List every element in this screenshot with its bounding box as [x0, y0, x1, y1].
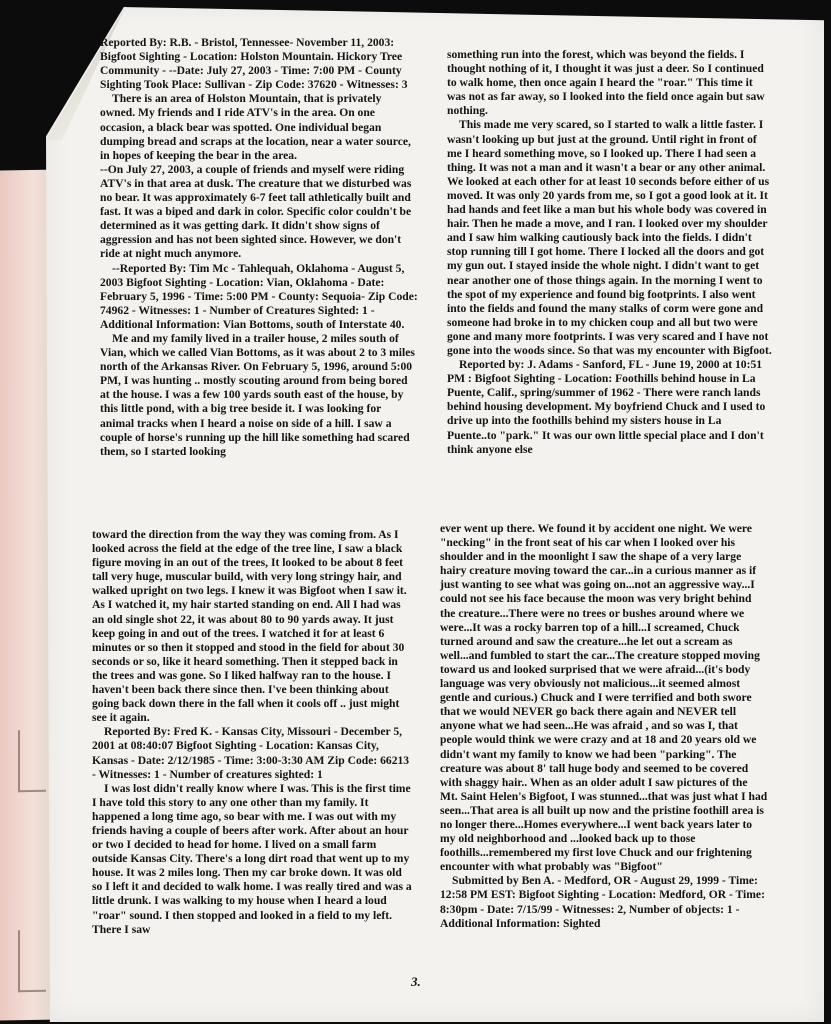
- column-right-top: [447, 48, 772, 457]
- margin-drawing: [18, 730, 46, 792]
- report-header-ben: Submitted by Ben A. - Medford, OR - August 29, 1999 - Time: 12:58 PM EST: Bigfoot Sighting - Location: Medford, OR - Time: 8:30pm - Date: 7/15/99 - Witnesses: 2, Number of objects: 1 - Additional Information: Sighted: [440, 874, 765, 930]
- margin-drawing: [18, 930, 46, 992]
- paragraph: There is an area of Holston Mountain, that is privately owned. My friends and I ride ATV's in the area. On one occasion, a black bear was spotted. One individual began dumping bread and scraps at the location, near a water source, in hopes of keeping the bear in the area.: [100, 92, 411, 162]
- column-left-top: [100, 36, 418, 459]
- report-header-tim: --Reported By: Tim Mc - Tahlequah, Oklahoma - August 5, 2003 Bigfoot Sighting - Location: Vian, Oklahoma - Date: February 5, 1996 - Time: 5:00 PM - County: Sequoia- Zip Code: 74962 - Witnesses: 1 - Number of Creatures Sighted: 1 - Additional Information: Vian Bottoms, south of Interstate 40.: [100, 261, 418, 331]
- paragraph: --On July 27, 2003, a couple of friends and myself were riding ATV's in that area at dusk. The creature that we disturbed was no bear. It was approximately 6-7 feet tall athletically built and fast. It was a biped and dark in color. Specific color couldn't be determined as it was getting dark. It didn't show signs of aggression and has not been sighted since. However, we don't ride at night much anymore.: [100, 162, 412, 261]
- paragraph: I was lost didn't really know where I was. This is the first time I have told this story to any one other than my family. It happened a long time ago, so bear with me. I was out with my friends having a couple of beers after work. After about an hour or two I decided to head for home. I lived on a small farm outside Kansas City. There's a long dirt road that went up to my house. It was 2 miles long. Then my car broke down. It was old so I left it and decided to walk home. I was really tired and was a little drunk. I was walking to my house when I heard a loud "roar" sound. I then stopped and looked in a field to my left. There I saw: [92, 781, 412, 936]
- paragraph: toward the direction from the way they was coming from. As I looked across the field at the edge of the tree line, I saw a black figure moving in an out of the trees, It looked to be about 8 feet tall very huge, muscular build, with very long stringy hair, and walked upright on two legs. I knew it was Bigfoot when I saw it. As I watched it, my hair started standing on end. All I had was an old single shot 22, it was about 80 to 90 yards away. It just keep going in and out of the trees. I watched it for at least 6 minutes or so then it stopped and stood in the field for about 30 seconds or so, like it heard something. Then it stepped back in the trees and was gone. So I liked halfway ran to the house. I haven't been back there since then. I've been thinking about going back down there in the fall when it cools off .. just might see it again.: [92, 528, 407, 725]
- report-header-adams: Reported by: J. Adams - Sanford, FL - June 19, 2000 at 10:51 PM : Bigfoot Sighting - Location: Foothills behind house in La Puente, Calif., spring/summer of 1962 - There were ranch lands behind housing development. My boyfriend Chuck and I used to drive up into the foothills behind my sisters house in La Puente..to "park." It was our own little special place and I don't think anyone else: [447, 358, 766, 456]
- report-header-rb: Reported By: R.B. - Bristol, Tennessee- November 11, 2003: Bigfoot Sighting - Location: Holston Mountain. Hickory Tree Community - --Date: July 27, 2003 - Time: 7:00 PM - County Sighting Took Place: Sullivan - Zip Code: 37620 - Witnesses: 3: [100, 36, 408, 92]
- paragraph: ever went up there. We found it by accident one night. We were "necking" in the front seat of his car when I looked over his shoulder and in the moonlight I saw the shape of a very large hairy creature moving toward the car...in a curious manner as if just wanting to see what was going on...not an aggressive way...I could not see his face because the moon was very bright behind the creature...There were no trees or bushes around where we were...It was a rocky barren top of a hill...I screamed, Chuck turned around and saw the creature...he let out a scream as well...and fumbled to start the car...The creature stopped moving toward us and looked surprised that we were afraid...(it's body language was very obviously not malicious...it seemed almost gentle and curious.) Chuck and I were terrified and both swore that we would NEVER go back there again and NEVER tell anyone what we had seen...He was afraid , and so was I, that people would think we were crazy and at 18 and 20 years old we didn't want my family to know we had been "parking". The creature was about 8' tall huge body and seemed to be covered with shaggy hair.. When as an older adult I saw pictures of the Mt. Saint Helen's Bigfoot, I was stunned...that was just what I had seen...That area is all built up now and the pristine foothill area is no longer there...Homes everywhere...I went back years later to my old neighborhood and ...looked back up to those foothills...remembered my first love Chuck and our frightening encounter with what probably was "Bigfoot": [440, 522, 768, 874]
- paragraph: This made me very scared, so I started to walk a little faster. I wasn't looking up but just at the ground. Until right in front of me I heard something move, so I looked up. There I had seen a thing. It was not a man and it wasn't a bear or any other animal. We looked at each other for at least 10 seconds before either of us moved. It was only 20 yards from me, so I got a good look at it. It had hands and feet like a man but his whole body was covered in hair. Then he made a move, and I ran. I looked over my shoulder and I saw him walking cautiously back into the fields. I didn't stop running till I got home. There I locked all the doors and got my gun out. I stayed inside the whole night. I didn't want to get near another one of those things again. In the morning I went to the spot of my experience and found big footprints. I also went into the fields and found the many stalks of corm were gone and someone had broke in to my chicken coup and all but two were gone and many more footprints. I was very scared and I have not gone into the woods since. So that was my encounter with Bigfoot.: [447, 118, 772, 357]
- paragraph: Me and my family lived in a trailer house, 2 miles south of Vian, which we called Vian Bottoms, as it was about 2 to 3 miles north of the Arkansas River. On February 5, 1996, around 5:00 PM, I was hunting .. mostly scouting around from being bored at the house. I was a few 100 yards south east of the house, by this little pond, with a big tree beside it. I was looking for animal tracks when I heard a noise on side of a hill. I saw a couple of horse's running up the hill like something had scared them, so I started looking: [100, 331, 415, 458]
- page-number: 3.: [411, 974, 421, 989]
- column-right-bottom: [440, 522, 768, 931]
- report-header-fred: Reported By: Fred K. - Kansas City, Missouri - December 5, 2001 at 08:40:07 Bigfoot Sighting - Location: Kansas City, Kansas - Date: 2/12/1985 - Time: 3:00-3:30 AM Zip Code: 66213 - Witnesses: 1 - Number of creatures sighted: 1: [92, 725, 410, 781]
- paragraph: something run into the forest, which was beyond the fields. I thought nothing of it, I thought it was just a deer. So I continued to walk home, then once again I heard the "roar." This time it was not as far away, so I looked into the field once again but saw nothing.: [447, 48, 765, 118]
- column-left-bottom: [92, 528, 412, 937]
